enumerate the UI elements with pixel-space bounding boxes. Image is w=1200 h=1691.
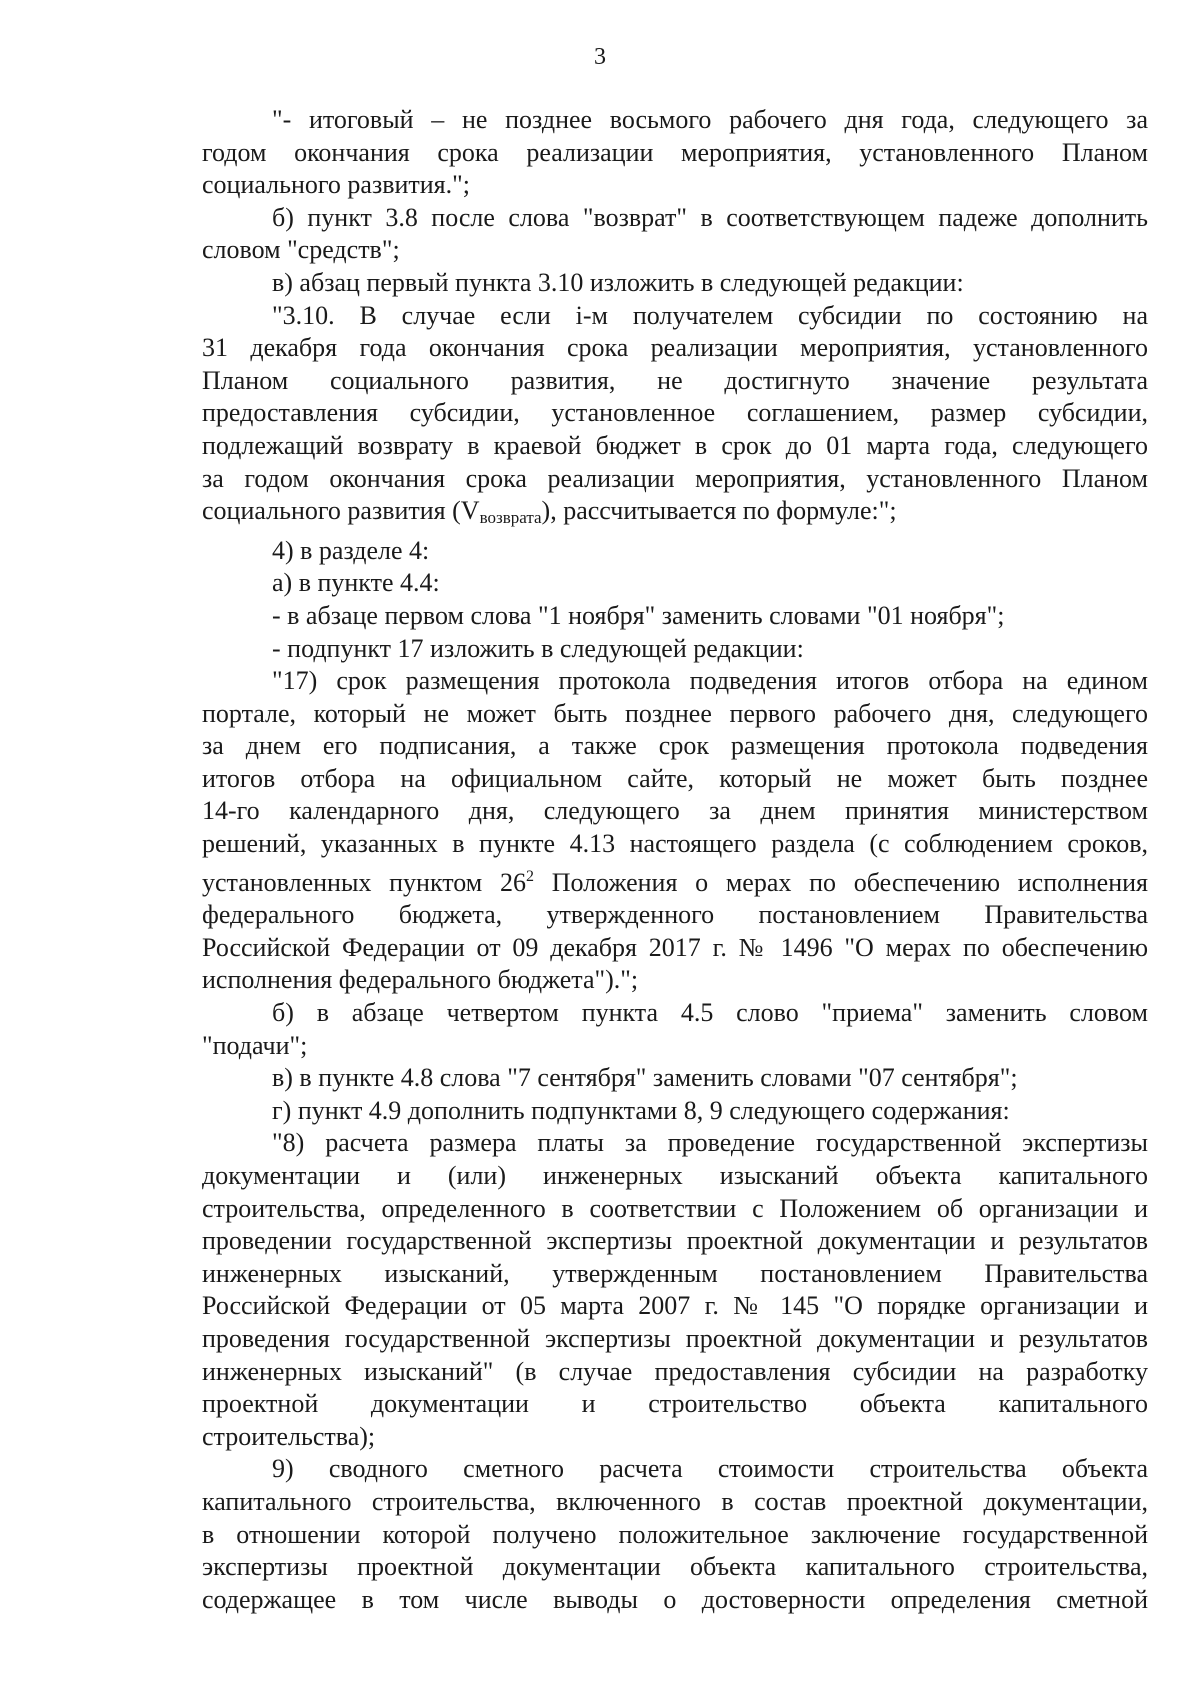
text-line: 9) сводного сметного расчета стоимости строительства объекта [272, 1454, 1148, 1484]
text-line: б) пункт 3.8 после слова "возврат" в соответствующем падеже дополнить [272, 202, 1148, 232]
text-fragment: Положения о мерах по обеспечению исполнения [533, 867, 1149, 897]
text-line: федерального бюджета, утвержденного постановлением Правительства [202, 900, 1148, 930]
text-line: "17) срок размещения протокола подведения итогов отбора на едином [272, 666, 1148, 696]
text-line: решений, указанных в пункте 4.13 настоящего раздела (с соблюдением сроков, [202, 829, 1148, 859]
text-line-with-superscript [202, 861, 1148, 900]
text-line: Российской Федерации от 09 декабря 2017 г. № 1496 "О мерах по обеспечению [202, 932, 1148, 962]
text-line: Планом социального развития, не достигнуто значение результата [202, 365, 1148, 395]
text-line: предоставления субсидии, установленное соглашением, размер субсидии, [202, 398, 1148, 428]
text-line: 31 декабря года окончания срока реализации мероприятия, установленного [202, 333, 1148, 363]
text-line: б) в абзаце четвертом пункта 4.5 слово "приема" заменить словом [272, 998, 1148, 1028]
text-line: Российской Федерации от 05 марта 2007 г. № 145 "О порядке организации и [202, 1291, 1148, 1321]
text-fragment: ), рассчитывается по формуле:"; [541, 496, 897, 526]
text-line-with-subscript [202, 495, 1148, 535]
text-fragment: установленных пунктом 26 [202, 867, 526, 897]
text-line: социального развития."; [202, 170, 470, 200]
text-line: проектной документации и строительство объекта капитального [202, 1389, 1148, 1419]
text-line: экспертизы проектной документации объекта капитального строительства, [202, 1552, 1148, 1582]
text-line: проведении государственной экспертизы проектной документации и результатов [202, 1226, 1148, 1256]
text-line: "подачи"; [202, 1030, 308, 1060]
superscript: 2 [525, 867, 534, 885]
text-line: инженерных изысканий" (в случае предоставления субсидии на разработку [202, 1356, 1148, 1386]
text-line: - в абзаце первом слова "1 ноября" заменить словами "01 ноября"; [272, 600, 1005, 630]
text-line: 14-го календарного дня, следующего за днем принятия министерством [202, 796, 1148, 826]
text-line: "3.10. В случае если i-м получателем субсидии по состоянию на [272, 300, 1148, 330]
text-line: а) в пункте 4.4: [272, 568, 440, 598]
text-line: строительства, определенного в соответствии с Положением об организации и [202, 1193, 1148, 1223]
subscript: возврата [479, 508, 542, 528]
page-number: 3 [594, 44, 606, 70]
text-line: за днем его подписания, а также срок размещения протокола подведения [202, 731, 1148, 761]
text-line: - подпункт 17 изложить в следующей редакции: [272, 633, 804, 663]
text-line: исполнения федерального бюджета")."; [202, 965, 639, 995]
text-line: в) абзац первый пункта 3.10 изложить в следующей редакции: [272, 267, 964, 297]
text-line: словом "средств"; [202, 235, 400, 265]
text-line: "- итоговый – не позднее восьмого рабочего дня года, следующего за [272, 105, 1148, 134]
text-line: итогов отбора на официальном сайте, который не может быть позднее [202, 763, 1148, 793]
text-line: г) пункт 4.9 дополнить подпунктами 8, 9 следующего содержания: [272, 1095, 1010, 1125]
text-line: инженерных изысканий, утвержденным постановлением Правительства [202, 1258, 1148, 1288]
text-line: документации и (или) инженерных изысканий объекта капитального [202, 1161, 1148, 1190]
document-body [202, 104, 1148, 1616]
text-line: за годом окончания срока реализации мероприятия, установленного Планом [202, 463, 1148, 493]
text-fragment: социального развития (V [202, 496, 480, 526]
text-line: подлежащий возврату в краевой бюджет в срок до 01 марта года, следующего [202, 430, 1148, 460]
text-line: содержащее в том числе выводы о достоверности определения сметной [202, 1584, 1148, 1614]
text-line: "8) расчета размера платы за проведение государственной экспертизы [272, 1128, 1148, 1158]
text-line: годом окончания срока реализации мероприятия, установленного Планом [202, 137, 1148, 167]
text-line: капитального строительства, включенного в состав проектной документации, [202, 1486, 1148, 1516]
text-line: в) в пункте 4.8 слова "7 сентября" заменить словами "07 сентября"; [272, 1063, 1018, 1093]
text-line: портале, который не может быть позднее первого рабочего дня, следующего [202, 698, 1148, 728]
text-line: проведения государственной экспертизы проектной документации и результатов [202, 1323, 1148, 1353]
text-line: 4) в разделе 4: [272, 535, 430, 565]
text-line: в отношении которой получено положительное заключение государственной [202, 1519, 1148, 1549]
text-line: строительства); [202, 1421, 376, 1451]
